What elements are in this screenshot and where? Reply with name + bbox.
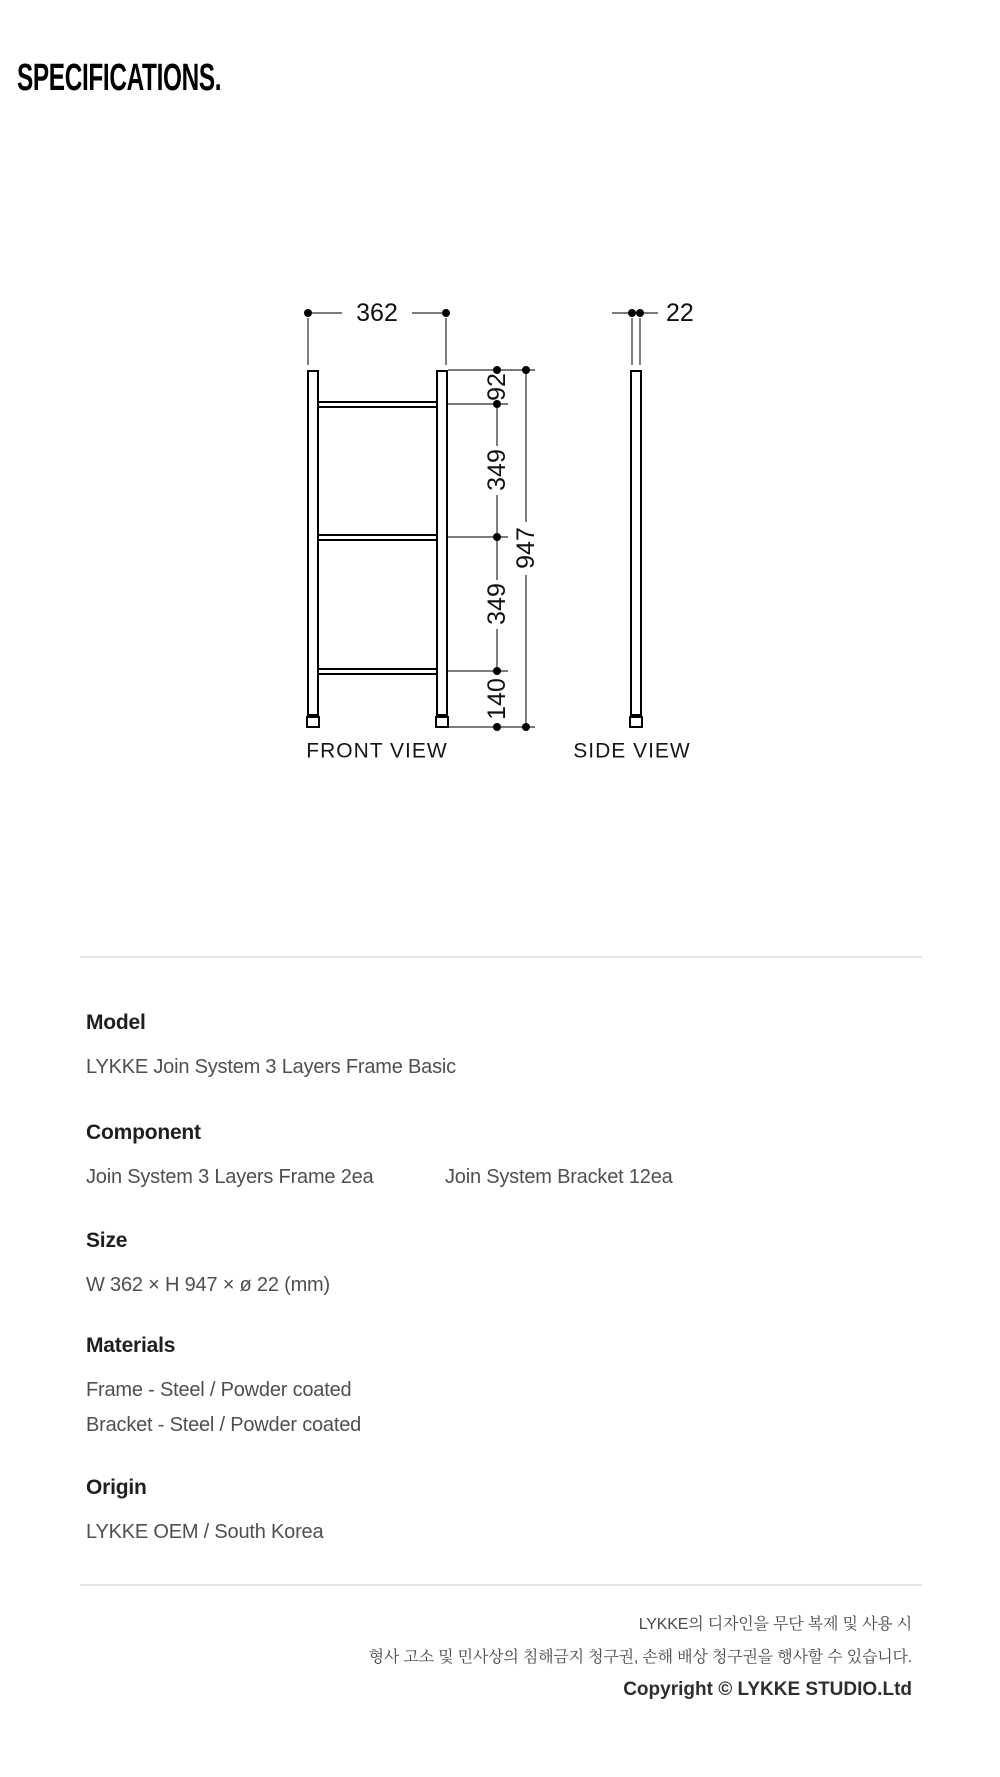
- dot: [522, 723, 530, 731]
- spec-value-component: [86, 1160, 926, 1195]
- dot: [636, 309, 644, 317]
- dot: [442, 309, 450, 317]
- spec-section-component: [86, 1120, 926, 1195]
- side-post: [631, 371, 641, 715]
- component-bracket-qty: Join System Bracket 12ea: [445, 1166, 673, 1188]
- front-view-caption: FRONT VIEW: [306, 739, 448, 763]
- shelf-bar-top: [318, 402, 437, 407]
- front-right-foot: [436, 717, 448, 727]
- side-view-caption: SIDE VIEW: [573, 739, 691, 763]
- dim-140-label: 140: [483, 678, 511, 720]
- side-foot: [630, 717, 642, 727]
- copyright-line-1: LYKKE의 디자인을 무단 복제 및 사용 시: [638, 1616, 912, 1633]
- dot: [493, 533, 501, 541]
- spec-heading-materials: Materials: [86, 1334, 176, 1357]
- spec-heading-component: Component: [86, 1121, 201, 1144]
- dim-349a-label: 349: [483, 449, 511, 491]
- dot: [493, 723, 501, 731]
- divider-top: [80, 956, 922, 958]
- spec-heading-size: Size: [86, 1229, 128, 1252]
- dot: [493, 366, 501, 374]
- spec-heading-origin: Origin: [86, 1476, 147, 1499]
- spec-value-model: LYKKE Join System 3 Layers Frame Basic: [86, 1056, 456, 1078]
- front-view-frame: [307, 371, 448, 727]
- front-right-post: [437, 371, 447, 715]
- shelf-bar-middle: [318, 535, 437, 540]
- dot: [304, 309, 312, 317]
- copyright-line-3: Copyright © LYKKE STUDIO.Ltd: [623, 1679, 912, 1700]
- dim-92-label: 92: [483, 373, 511, 401]
- divider-bottom: [80, 1584, 922, 1586]
- spec-section-origin: [86, 1475, 926, 1550]
- component-frame-qty: Join System 3 Layers Frame 2ea: [86, 1166, 374, 1188]
- dot: [522, 366, 530, 374]
- dimension-dots: [304, 309, 644, 731]
- copyright-notice: [152, 1608, 912, 1705]
- dot: [628, 309, 636, 317]
- spec-value-materials-frame: Frame - Steel / Powder coated: [86, 1379, 352, 1401]
- front-left-foot: [307, 717, 319, 727]
- spec-section-materials: [86, 1333, 926, 1443]
- copyright-line-2: 형사 고소 및 민사상의 침해금지 청구권, 손해 배상 청구권을 행사할 수 있습니다.: [368, 1649, 912, 1666]
- spec-value-size: W 362 × H 947 × ø 22 (mm): [86, 1274, 330, 1296]
- side-view-frame: [630, 371, 642, 727]
- page-title: SPECIFICATIONS.: [17, 57, 222, 99]
- dim-349b-label: 349: [483, 583, 511, 625]
- shelf-bar-bottom: [318, 669, 437, 674]
- spec-value-materials-bracket: Bracket - Steel / Powder coated: [86, 1414, 362, 1436]
- dim-diameter-label: 22: [666, 299, 694, 327]
- front-left-post: [308, 371, 318, 715]
- spec-section-size: [86, 1228, 926, 1303]
- spec-section-model: [86, 1010, 926, 1085]
- dot: [493, 667, 501, 675]
- dim-947-label: 947: [512, 527, 540, 569]
- spec-value-origin: LYKKE OEM / South Korea: [86, 1521, 324, 1543]
- spec-heading-model: Model: [86, 1011, 146, 1034]
- dim-width-label: 362: [356, 299, 398, 327]
